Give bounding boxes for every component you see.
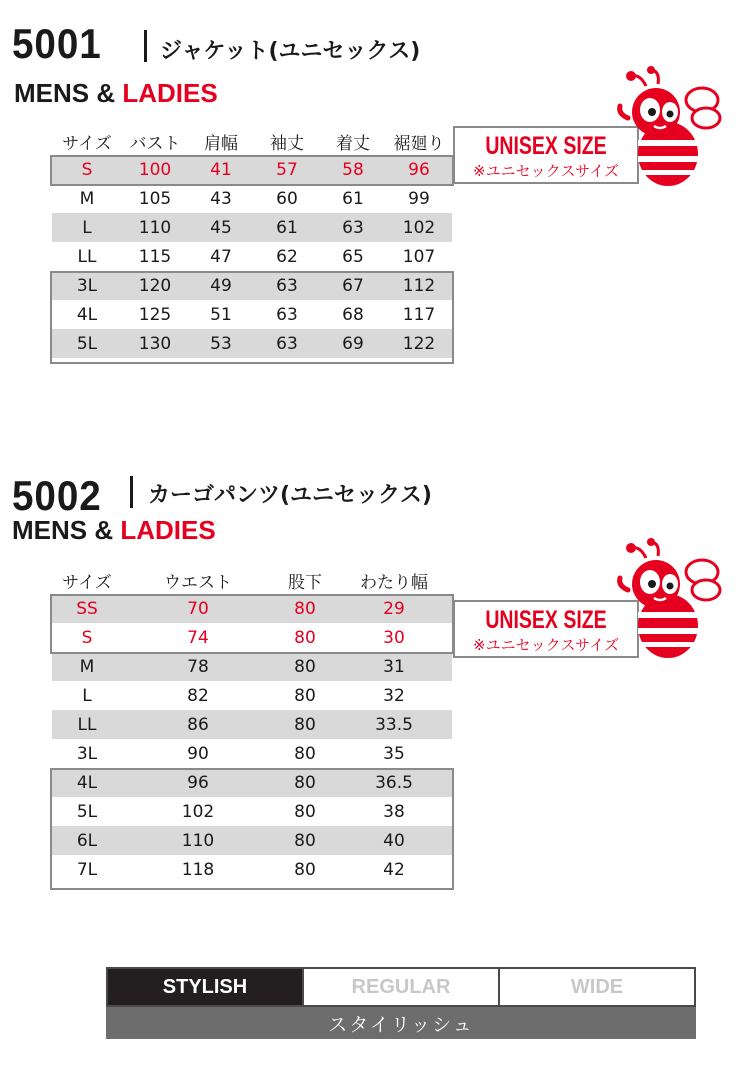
size-cell: M [79,188,95,209]
gender-mens: MENS & [12,515,121,545]
size-cell: 5L [52,329,122,358]
measurement-cell: 35 [383,743,405,764]
size-table [52,567,452,884]
measurement-cell: 80 [274,594,336,623]
measurement-cell: 62 [276,246,298,267]
product-section-5001 [0,0,750,380]
measurement-cell: 61 [254,213,320,242]
measurement-cell: 118 [181,859,215,880]
measurement-cell: 130 [122,329,188,358]
measurement-cell: 100 [122,155,188,184]
measurement-cell: 32 [383,685,405,706]
measurement-cell: 80 [294,627,316,648]
gender-mens: MENS & [14,78,123,108]
size-cell: S [52,155,122,184]
table-row [52,710,452,739]
measurement-cell: 125 [138,304,172,325]
product-name: カーゴパンツ(ユニセックス) [148,483,432,508]
measurement-cell: 63 [276,304,298,325]
gender-ladies: LADIES [120,515,216,545]
size-cell: 7L [76,859,98,880]
product-name: ジャケット(ユニセックス) [160,39,421,64]
product-number: 5001 [12,20,102,67]
column-header: サイズ [62,573,112,593]
measurement-cell: 102 [386,213,452,242]
measurement-cell: 99 [408,188,430,209]
size-cell: 4L [76,304,98,325]
measurement-cell: 30 [383,627,405,648]
column-header: サイズ [62,134,112,154]
measurement-cell: 115 [138,246,172,267]
column-header: 着丈 [336,134,370,154]
size-cell: 3L [52,271,122,300]
fit-option-stylish: STYLISH [108,969,302,1005]
table-row [52,739,452,768]
measurement-cell: 42 [383,859,405,880]
unisex-title: UNISEX SIZE [485,132,607,160]
unisex-subtitle: ※ユニセックスサイズ [473,162,619,180]
size-cell: 3L [76,743,98,764]
measurement-cell: 90 [187,743,209,764]
measurement-cell: 74 [187,627,209,648]
measurement-cell: 96 [122,768,274,797]
measurement-cell: 110 [122,826,274,855]
column-header: バスト [129,134,181,154]
measurement-cell: 120 [122,271,188,300]
measurement-cell: 107 [402,246,436,267]
measurement-cell: 78 [122,652,274,681]
table-row [52,242,452,271]
measurement-cell: 117 [402,304,436,325]
unisex-subtitle: ※ユニセックスサイズ [473,636,619,654]
fit-type-indicator [106,967,696,1039]
column-header: 股下 [288,573,322,593]
column-header: 裾廻り [393,134,445,154]
measurement-cell: 69 [320,329,386,358]
table-row [52,681,452,710]
size-cell: 6L [52,826,122,855]
measurement-cell: 80 [274,652,336,681]
measurement-cell: 80 [274,826,336,855]
table-row [52,329,452,358]
size-cell: L [82,685,92,706]
table-row [52,155,452,184]
measurement-cell: 49 [188,271,254,300]
table-row [52,652,452,681]
measurement-cell: 102 [181,801,215,822]
measurement-cell: 82 [187,685,209,706]
measurement-cell: 33.5 [336,710,452,739]
measurement-cell: 80 [294,801,316,822]
measurement-cell: 29 [336,594,452,623]
measurement-cell: 105 [138,188,172,209]
measurement-cell: 112 [386,271,452,300]
measurement-cell: 31 [336,652,452,681]
measurement-cell: 57 [254,155,320,184]
fit-option-wide: WIDE [498,969,694,1005]
bee-mascot-icon [612,66,724,190]
bee-mascot-icon [612,538,724,662]
measurement-cell: 122 [386,329,452,358]
column-header: ウエスト [164,573,232,593]
measurement-cell: 38 [383,801,405,822]
table-row [52,594,452,623]
measurement-cell: 53 [188,329,254,358]
table-row [52,300,452,329]
table-header-row [52,128,452,155]
column-header: わたり幅 [360,573,428,593]
size-table [52,128,452,358]
measurement-cell: 61 [342,188,364,209]
unisex-title: UNISEX SIZE [485,606,607,634]
table-row [52,623,452,652]
measurement-cell: 110 [122,213,188,242]
title-divider [144,30,147,62]
measurement-cell: 86 [122,710,274,739]
measurement-cell: 36.5 [336,768,452,797]
measurement-cell: 80 [274,710,336,739]
product-section-5002 [0,460,750,900]
gender-label [12,515,216,546]
column-header: 肩幅 [204,134,238,154]
measurement-cell: 60 [276,188,298,209]
table-header-row [52,567,452,594]
table-row [52,271,452,300]
fit-options [106,967,696,1007]
measurement-cell: 51 [210,304,232,325]
size-cell: 5L [76,801,98,822]
measurement-cell: 70 [122,594,274,623]
gender-ladies: LADIES [122,78,218,108]
measurement-cell: 80 [274,768,336,797]
size-cell: 4L [52,768,122,797]
product-number: 5002 [12,472,102,519]
size-cell: SS [52,594,122,623]
measurement-cell: 45 [188,213,254,242]
measurement-cell: 80 [294,743,316,764]
measurement-cell: 63 [254,329,320,358]
size-cell: LL [52,710,122,739]
table-row [52,768,452,797]
measurement-cell: 67 [320,271,386,300]
measurement-cell: 41 [188,155,254,184]
measurement-cell: 63 [254,271,320,300]
table-row [52,826,452,855]
measurement-cell: 80 [294,859,316,880]
size-cell: L [52,213,122,242]
table-row [52,855,452,884]
measurement-cell: 63 [320,213,386,242]
table-row [52,184,452,213]
title-divider [130,476,133,508]
measurement-cell: 65 [342,246,364,267]
measurement-cell: 80 [294,685,316,706]
column-header: 袖丈 [270,134,304,154]
measurement-cell: 96 [386,155,452,184]
table-row [52,213,452,242]
gender-label [14,78,218,109]
size-cell: S [81,627,93,648]
table-row [52,797,452,826]
size-cell: LL [77,246,97,267]
measurement-cell: 43 [210,188,232,209]
fit-option-regular: REGULAR [302,969,498,1005]
measurement-cell: 58 [320,155,386,184]
measurement-cell: 47 [210,246,232,267]
measurement-cell: 68 [342,304,364,325]
measurement-cell: 40 [336,826,452,855]
size-cell: M [52,652,122,681]
fit-caption: スタイリッシュ [106,1007,696,1039]
